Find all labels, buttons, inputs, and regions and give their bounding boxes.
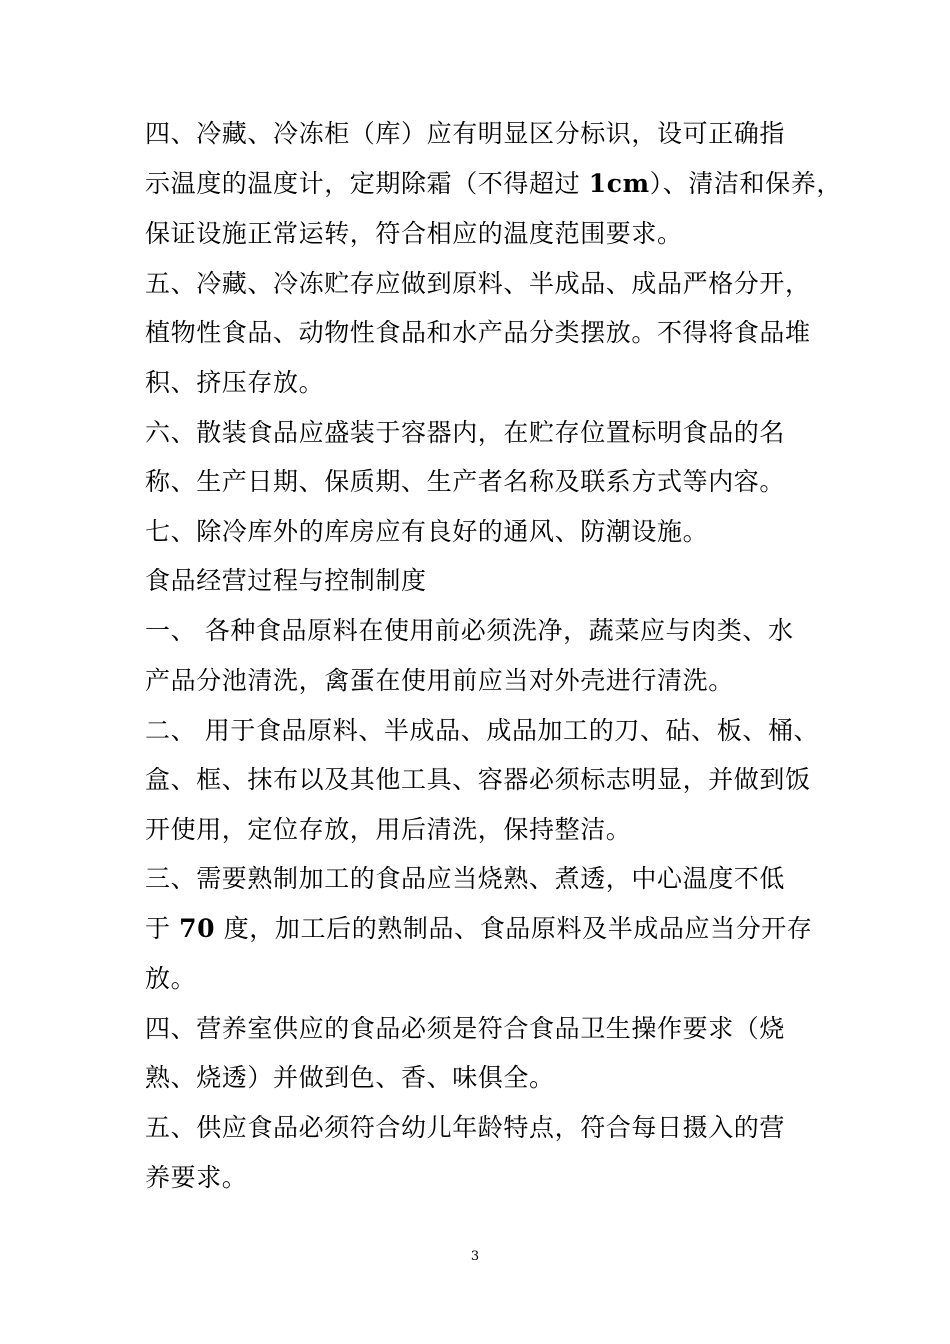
text-line	[145, 1063, 815, 1093]
text-line	[145, 1113, 815, 1143]
line-text: 称、生产日期、保质期、生产者名称及联系方式等内容。	[145, 467, 786, 496]
line-text: 三、需要熟制加工的食品应当烧熟、煮透，中心温度不低	[145, 864, 786, 893]
line-text: 四、冷藏、冷冻柜（库）应有明显区分标识，设可正确指	[145, 119, 786, 148]
text-line	[145, 616, 815, 646]
text-line	[145, 119, 815, 149]
text-line	[145, 1163, 815, 1193]
line-text: 开使用，定位存放，用后清洗，保持整洁。	[145, 815, 632, 844]
line-text: 养要求。	[145, 1163, 248, 1192]
text-line	[145, 864, 815, 894]
text-line	[145, 169, 842, 199]
line-text: 二、 用于食品原料、半成品、成品加工的刀、砧、板、桶、	[145, 716, 820, 745]
text-line	[145, 914, 815, 944]
section-heading	[145, 566, 815, 596]
text-line	[145, 517, 815, 547]
line-text: 四、营养室供应的食品必须是符合食品卫生操作要求（烧	[145, 1014, 786, 1043]
text-line	[145, 368, 815, 398]
text-line	[145, 666, 815, 696]
line-text: 食品经营过程与控制制度	[145, 566, 427, 595]
line-text: 保证设施正常运转，符合相应的温度范围要求。	[145, 219, 683, 248]
line-text: 植物性食品、动物性食品和水产品分类摆放。不得将食品堆	[145, 318, 811, 347]
line-text: 示温度的温度计，定期除霜（不得超过	[145, 169, 589, 198]
line-text: 盒、框、抹布以及其他工具、容器必须标志明显，并做到饭	[145, 765, 811, 794]
text-line	[145, 219, 815, 249]
bold-value: 70	[179, 914, 216, 943]
line-text: 放。	[145, 964, 197, 993]
line-text: 产品分池清洗，禽蛋在使用前应当对外壳进行清洗。	[145, 666, 734, 695]
text-line	[145, 318, 815, 348]
text-line	[145, 815, 815, 845]
line-text-after: 度，加工后的熟制品、食品原料及半成品应当分开存	[215, 914, 813, 943]
bold-value: 1cm	[588, 169, 650, 198]
text-line	[145, 269, 815, 299]
line-text: 五、供应食品必须符合幼儿年龄特点，符合每日摄入的营	[145, 1113, 786, 1142]
line-text: 六、散装食品应盛装于容器内，在贮存位置标明食品的名	[145, 418, 786, 447]
line-text-after: ）、清洁和保养，	[649, 169, 842, 198]
page-number: 3	[470, 1249, 480, 1264]
text-line	[145, 467, 815, 497]
text-line	[145, 716, 820, 746]
line-text: 熟、烧透）并做到色、香、味俱全。	[145, 1063, 555, 1092]
line-text: 一、 各种食品原料在使用前必须洗净，蔬菜应与肉类、水	[145, 616, 794, 645]
line-text: 七、除冷库外的库房应有良好的通风、防潮设施。	[145, 517, 709, 546]
line-text: 于	[145, 914, 180, 943]
line-text: 五、冷藏、冷冻贮存应做到原料、半成品、成品严格分开，	[145, 269, 811, 298]
text-line	[145, 418, 815, 448]
text-line	[145, 765, 815, 795]
line-text: 积、挤压存放。	[145, 368, 325, 397]
text-line	[145, 1014, 815, 1044]
text-line	[145, 964, 815, 994]
